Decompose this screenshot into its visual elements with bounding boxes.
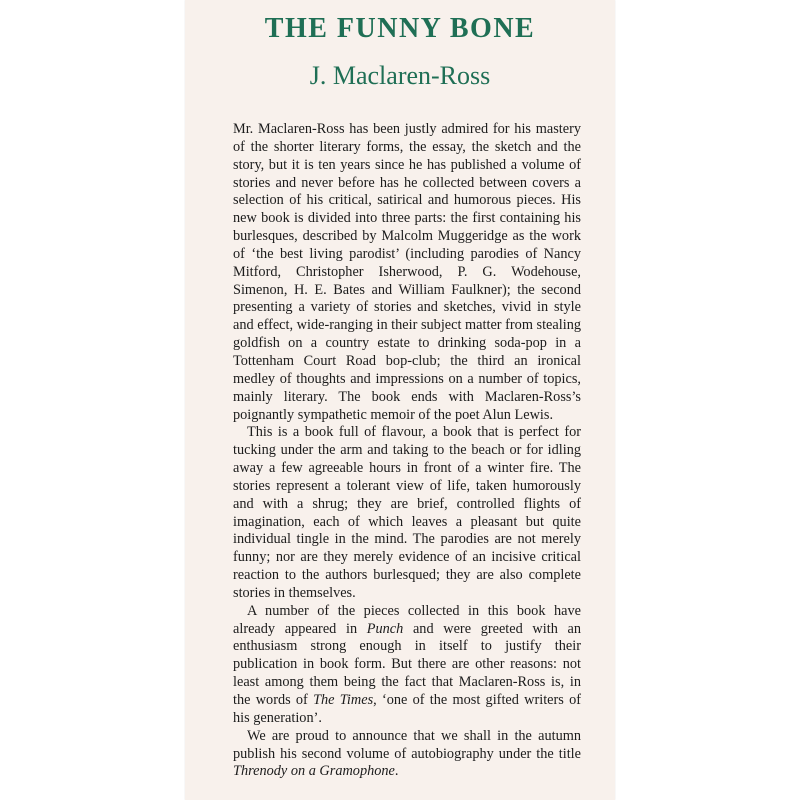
blurb-paragraph [233,121,581,424]
blurb-paragraph [233,603,581,728]
italic-title-text: Threnody on a Gramophone [233,763,395,780]
book-title: THE FUNNY BONE [264,13,536,44]
paragraph-text: This is a book full of flavour, a book that is perfect for tucking under the arm and taking to the beach or for idling away a few agreeable hours in front of a winter fire. The stories represent a tolerant view of life, taken humorously and with a shrug; they are brief, controlled flights of imagination, each of which leaves a pleasant but quite individual tingle in the mind. The parodies are not merely funny; nor are they merely evidence of an incisive critical reaction to the authors burlesqued; they are also complete stories in themselves. [233,424,581,601]
paragraph-text: , ‘one of the most gifted writers of his generation’. [233,692,582,726]
blurb-paragraph [233,728,581,782]
paragraph-text: and were greeted with an enthusiasm strong enough in itself to justify their publication in book form. But there are other reasons: not least among them being the fact that Maclaren-Ross is, in the words of [233,620,581,708]
blurb-text [233,121,581,781]
paragraph-text: . [394,763,399,780]
book-author: J. Maclaren-Ross [309,61,491,90]
paragraph-text: Mr. Maclaren-Ross has been justly admired for his mastery of the shorter literary forms, the essay, the sketch and the story, but it is ten years since he has published a volume of stories and never before has he collected between covers a selection of his critical, satirical and humorous pieces. His new book is divided into three parts: the first containing his burlesques, described by Malcolm Muggeridge as the work of ‘the best living parodist’ (including parodies of Nancy Mitford, Christopher Isherwood, P. G. Wodehouse, Simenon, H. E. Bates and William Faulkner); the second presenting a variety of stories and sketches, vivid in style and effect, wide-ranging in their subject matter from stealing goldfish on a country estate to drinking soda-pop in a Tottenham Court Road bop-club; the third an ironical medley of thoughts and impressions on a number of topics, mainly literary. The book ends with Maclaren-Ross’s poignantly sympathetic memoir of the poet Alun Lewis. [233,121,581,423]
blurb-paragraph [233,424,581,602]
book-flap-page [185,0,615,800]
italic-title-text: Punch [366,620,404,637]
paragraph-text: A number of the pieces collected in this book have already appeared in [233,602,581,637]
paragraph-text: We are proud to announce that we shall in the autumn publish his second volume of autobiography under the title [233,727,581,762]
italic-title-text: The Times [313,692,374,708]
